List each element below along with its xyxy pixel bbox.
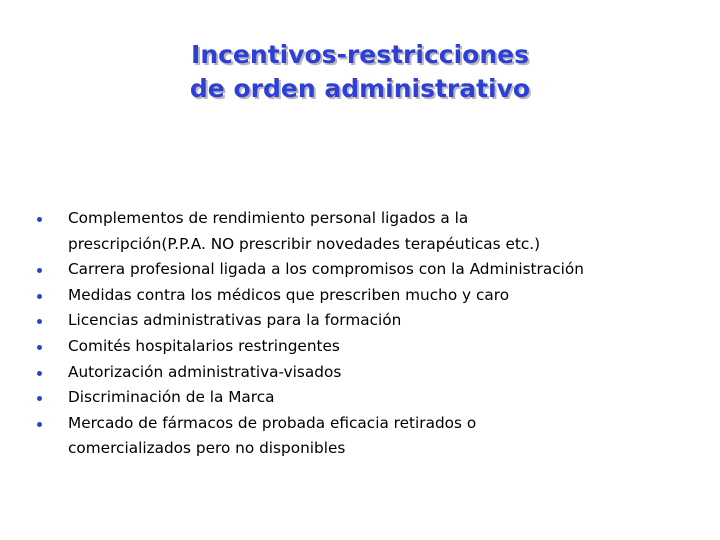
bullet-dot-icon	[37, 268, 42, 273]
bullet-dot-icon	[37, 396, 42, 401]
bullet-item-medidas	[0, 283, 720, 309]
bullet-item-comites	[0, 334, 720, 360]
slide-title-line-1: Incentivos-restricciones	[191, 40, 529, 69]
bullet-text	[68, 385, 700, 411]
bullet-item-discriminacion	[0, 385, 720, 411]
bullet-dot-icon	[37, 371, 42, 376]
bullet-text	[68, 206, 700, 257]
bullet-text	[68, 257, 700, 283]
bullet-line: Mercado de fármacos de probada eficacia retirados o	[68, 413, 477, 432]
bullet-dot-icon	[37, 345, 42, 350]
bullet-line: comercializados pero no disponibles	[68, 439, 346, 458]
bullet-text	[68, 283, 700, 309]
bullet-item-mercado	[0, 411, 720, 462]
bullet-dot-icon	[37, 217, 42, 222]
bullet-item-licencias	[0, 308, 720, 334]
bullet-line: Comités hospitalarios restringentes	[68, 336, 340, 355]
bullet-line: Complementos de rendimiento personal ligados a la	[68, 209, 469, 227]
bullet-dot-icon	[37, 294, 42, 299]
bullet-text	[68, 411, 700, 462]
bullet-dot-icon	[37, 319, 42, 324]
bullet-line: Medidas contra los médicos que prescriben mucho y caro	[68, 285, 510, 304]
bullet-list	[0, 206, 720, 462]
bullet-text	[68, 334, 700, 360]
bullet-line: Licencias administrativas para la formación	[68, 311, 402, 330]
bullet-item-complementos	[0, 206, 720, 257]
bullet-text	[68, 308, 700, 334]
bullet-dot-icon	[37, 422, 42, 427]
bullet-line: Autorización administrativa-visados	[68, 362, 342, 381]
slide-title	[0, 38, 720, 106]
slide-title-line-2: de orden administrativo	[189, 74, 531, 103]
bullet-line: Discriminación de la Marca	[68, 388, 275, 407]
bullet-line: prescripción(P.P.A. NO prescribir novedades terapéuticas etc.)	[68, 234, 541, 253]
bullet-item-autorizacion	[0, 360, 720, 386]
bullet-item-carrera	[0, 257, 720, 283]
bullet-line: Carrera profesional ligada a los compromisos con la Administración	[68, 260, 584, 279]
bullet-text	[68, 360, 700, 386]
